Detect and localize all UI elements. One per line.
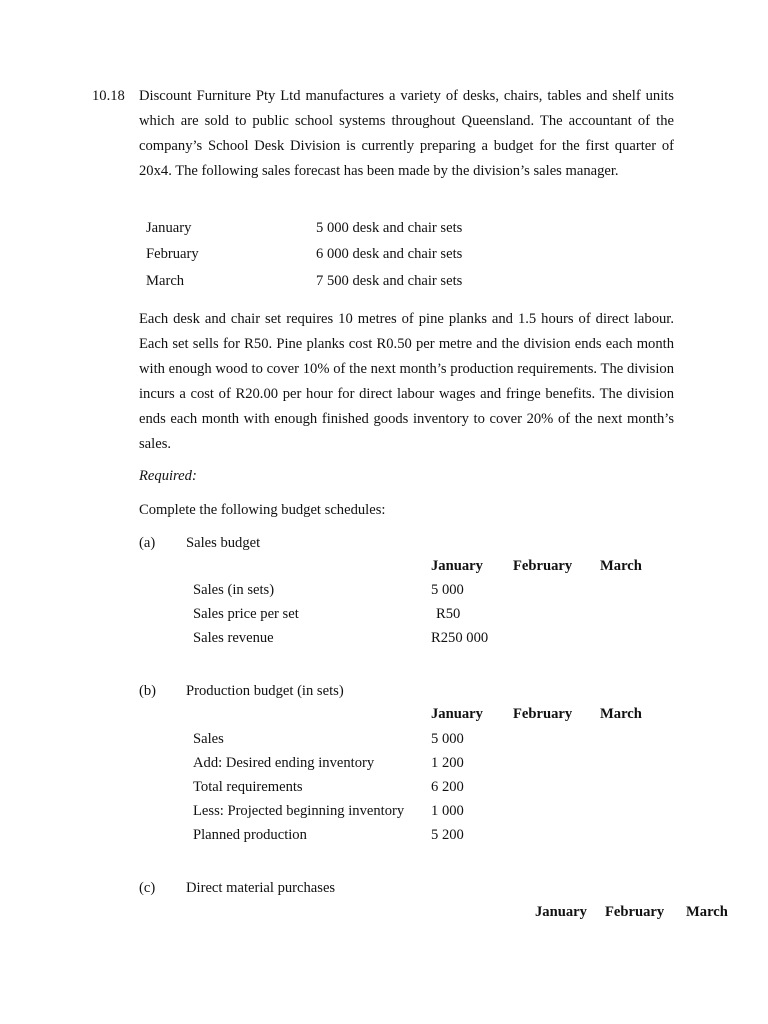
- section-a-row-january: R50: [436, 606, 461, 622]
- section-b-row-label: Add: Desired ending inventory: [193, 755, 375, 771]
- instruction-text: Complete the following budget schedules:: [139, 502, 386, 518]
- section-b-row-january: 1 200: [431, 755, 464, 771]
- section-b-row-january: 5 200: [431, 827, 464, 843]
- section-a-label: (a): [139, 535, 156, 551]
- section-c-title: Direct material purchases: [186, 880, 336, 896]
- section-b-header-february: February: [513, 706, 573, 722]
- forecast-month-february: February: [146, 246, 199, 262]
- section-a-row-january: R250 000: [431, 630, 489, 646]
- section-a-row-january: 5 000: [431, 582, 464, 598]
- section-b-row-label: Total requirements: [193, 779, 303, 795]
- section-b-row-january: 1 000: [431, 803, 464, 819]
- section-b-header-january: January: [431, 706, 483, 722]
- problem-number: 10.18: [92, 88, 125, 104]
- section-b-row-january: 6 200: [431, 779, 464, 795]
- required-label: Required:: [139, 468, 197, 484]
- problem-intro: Discount Furniture Pty Ltd manufactures a variety of desks, chairs, tables and shelf units which are sold to public school systems throughout Queensland. The accountant of the company’s School Desk Division is currently preparing a budget for the first quarter of 20x4. The following sales forecast has been made by the division’s sales manager.: [139, 88, 674, 179]
- section-b-row-label: Planned production: [193, 827, 307, 843]
- forecast-value-january: 5 000 desk and chair sets: [316, 220, 463, 236]
- section-a-header-january: January: [431, 558, 483, 574]
- problem-details: Each desk and chair set requires 10 metres of pine planks and 1.5 hours of direct labour. Each set sells for R50. Pine planks cost R0.50 per metre and the division ends each month with enough wood to cover 10% of the next month’s production requirements. The division incurs a cost of R20.00 per hour for direct labour wages and fringe benefits. The division ends each month with enough finished goods inventory to cover 20% of the next month’s sales.: [139, 311, 674, 452]
- forecast-value-february: 6 000 desk and chair sets: [316, 246, 463, 262]
- section-b-label: (b): [139, 683, 157, 699]
- forecast-value-march: 7 500 desk and chair sets: [316, 273, 463, 289]
- section-a-header-february: February: [513, 558, 573, 574]
- section-c-header-january: January: [535, 904, 587, 920]
- section-a-header-march: March: [600, 558, 642, 574]
- section-b-row-label: Less: Projected beginning inventory: [193, 803, 405, 819]
- section-b-row-january: 5 000: [431, 731, 464, 747]
- section-c-header-march: March: [686, 904, 728, 920]
- section-b-row-label: Sales: [193, 731, 224, 747]
- section-a-row-label: Sales revenue: [193, 630, 274, 646]
- section-c-label: (c): [139, 880, 156, 896]
- forecast-month-january: January: [146, 220, 192, 236]
- section-c-header-february: February: [605, 904, 665, 920]
- section-a-row-label: Sales (in sets): [193, 582, 275, 598]
- section-a-title: Sales budget: [186, 535, 261, 551]
- section-a-row-label: Sales price per set: [193, 606, 299, 622]
- forecast-month-march: March: [146, 273, 185, 289]
- section-b-header-march: March: [600, 706, 642, 722]
- section-b-title: Production budget (in sets): [186, 683, 344, 699]
